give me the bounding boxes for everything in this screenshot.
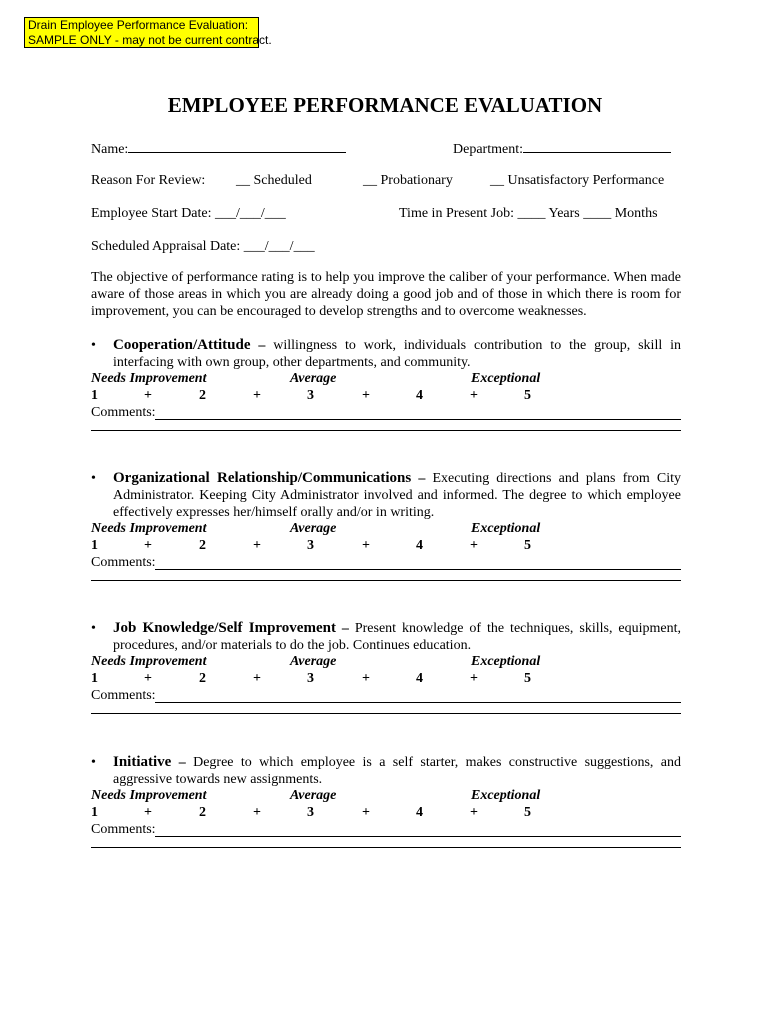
- rating-3[interactable]: 3: [307, 388, 314, 403]
- criterion-description: Present knowledge of the techniques, skills, equipment, procedures, and/or materials to do the job. Continues education.: [113, 621, 681, 653]
- criterion-description: Executing directions and plans from City Administrator. Keeping City Administrator involved and informed. The degree to which employee effectively expresses her/himself orally and/or in writing.: [113, 471, 682, 520]
- comments-line[interactable]: [155, 569, 681, 570]
- exceptional-label: Exceptional: [471, 521, 541, 536]
- time-in-job-field: [399, 205, 658, 222]
- rating-1[interactable]: 1: [91, 805, 98, 820]
- needs-improvement-label: Needs Improvement: [91, 371, 207, 386]
- comments-field[interactable]: [91, 688, 681, 705]
- needs-improvement-label: Needs Improvement: [91, 654, 207, 669]
- comments-label: Comments:: [91, 688, 156, 703]
- name-label: Name:: [91, 142, 129, 157]
- start-date-value[interactable]: ___/___/___: [215, 206, 286, 221]
- rating-3[interactable]: 3: [307, 538, 314, 553]
- average-label: Average: [290, 371, 337, 386]
- appraisal-date-field: [91, 238, 315, 255]
- start-date-field: [91, 205, 286, 222]
- rating-plus[interactable]: +: [253, 671, 261, 686]
- criterion-section: [91, 470, 681, 589]
- comments-field[interactable]: [91, 405, 681, 422]
- criterion-name: Job Knowledge/Self Improvement: [113, 620, 336, 636]
- rating-plus[interactable]: +: [470, 388, 478, 403]
- rating-plus[interactable]: +: [362, 388, 370, 403]
- rating-5[interactable]: 5: [524, 388, 531, 403]
- rating-plus[interactable]: +: [470, 538, 478, 553]
- average-label: Average: [290, 788, 337, 803]
- rating-2[interactable]: 2: [199, 671, 206, 686]
- bullet-icon: •: [91, 338, 96, 353]
- rating-scale: [91, 388, 681, 405]
- criterion-name: Cooperation/Attitude: [113, 337, 251, 353]
- reason-option-probationary[interactable]: __ Probationary: [363, 173, 453, 188]
- rating-plus[interactable]: +: [362, 671, 370, 686]
- rating-5[interactable]: 5: [524, 805, 531, 820]
- exceptional-label: Exceptional: [471, 654, 541, 669]
- time-in-job-label: Time in Present Job:: [399, 206, 514, 221]
- rating-2[interactable]: 2: [199, 805, 206, 820]
- rating-4[interactable]: 4: [416, 805, 423, 820]
- comments-label: Comments:: [91, 555, 156, 570]
- average-label: Average: [290, 521, 337, 536]
- bullet-icon: •: [91, 471, 96, 486]
- rating-plus[interactable]: +: [253, 805, 261, 820]
- criterion-section: [91, 620, 681, 722]
- rating-plus[interactable]: +: [362, 538, 370, 553]
- appraisal-date-label: Scheduled Appraisal Date:: [91, 239, 241, 254]
- exceptional-label: Exceptional: [471, 371, 541, 386]
- scale-header: [91, 654, 681, 671]
- sample-notice-line1: Drain Employee Performance Evaluation:: [28, 18, 249, 32]
- reason-option-scheduled[interactable]: __ Scheduled: [236, 173, 312, 188]
- comments-line-2[interactable]: [91, 422, 681, 439]
- comments-label: Comments:: [91, 405, 156, 420]
- rating-scale: [91, 538, 681, 555]
- rating-plus[interactable]: +: [144, 388, 152, 403]
- criterion-name: Organizational Relationship/Communications: [113, 470, 412, 486]
- average-label: Average: [290, 654, 337, 669]
- needs-improvement-label: Needs Improvement: [91, 788, 207, 803]
- department-label: Department:: [453, 142, 523, 157]
- rating-plus[interactable]: +: [253, 388, 261, 403]
- comments-label: Comments:: [91, 822, 156, 837]
- rating-1[interactable]: 1: [91, 671, 98, 686]
- rating-2[interactable]: 2: [199, 388, 206, 403]
- comments-line[interactable]: [155, 419, 681, 420]
- rating-5[interactable]: 5: [524, 538, 531, 553]
- appraisal-date-value[interactable]: ___/___/___: [243, 239, 315, 254]
- reason-label: Reason For Review:: [91, 173, 206, 188]
- criterion-name: Initiative: [113, 754, 172, 770]
- rating-plus[interactable]: +: [144, 538, 152, 553]
- criterion-description: willingness to work, individuals contribution to the group, skill in interfacing with own group, other departments, and community.: [113, 338, 682, 370]
- rating-plus[interactable]: +: [362, 805, 370, 820]
- criterion-section: [91, 337, 681, 439]
- rating-4[interactable]: 4: [416, 671, 423, 686]
- rating-scale: [91, 805, 681, 822]
- criterion-description: Degree to which employee is a self starter, makes constructive suggestions, and aggressive towards new assignments.: [113, 755, 682, 787]
- sample-notice-line2: SAMPLE ONLY - may not be current contract.: [28, 32, 272, 47]
- bullet-icon: •: [91, 755, 96, 770]
- needs-improvement-label: Needs Improvement: [91, 521, 207, 536]
- sample-notice: [24, 17, 272, 48]
- criterion-section: [91, 754, 681, 856]
- exceptional-label: Exceptional: [471, 788, 541, 803]
- comments-line-2[interactable]: [91, 572, 681, 589]
- rating-2[interactable]: 2: [199, 538, 206, 553]
- time-in-job-value[interactable]: ____ Years ____ Months: [517, 206, 658, 221]
- rating-5[interactable]: 5: [524, 671, 531, 686]
- comments-line[interactable]: [155, 702, 681, 703]
- criterion-description-block: • Job Knowledge/Self Improvement – Present knowledge of the techniques, skills, equipment, procedures, and/or materials to do the job. Continues education.: [91, 620, 681, 653]
- rating-4[interactable]: 4: [416, 388, 423, 403]
- comments-line-2[interactable]: [91, 705, 681, 722]
- name-input-line[interactable]: [128, 139, 346, 153]
- department-field: [453, 139, 671, 158]
- criterion-description-block: • Organizational Relationship/Communications – Executing directions and plans from City Administrator. Keeping City Administrator involved and informed. The degree to which employee effectively expresses her/himself orally and/or in writing.: [91, 470, 682, 520]
- rating-1[interactable]: 1: [91, 388, 98, 403]
- rating-plus[interactable]: +: [253, 538, 261, 553]
- criterion-description-block: • Cooperation/Attitude – willingness to work, individuals contribution to the group, skill in interfacing with own group, other departments, and community.: [91, 337, 682, 370]
- comments-line-2[interactable]: [91, 839, 681, 856]
- comments-line[interactable]: [155, 836, 681, 837]
- rating-1[interactable]: 1: [91, 538, 98, 553]
- page-title: EMPLOYEE PERFORMANCE EVALUATION: [167, 93, 603, 117]
- comments-field[interactable]: [91, 555, 681, 572]
- department-input-line[interactable]: [523, 139, 671, 153]
- rating-plus[interactable]: +: [144, 671, 152, 686]
- bullet-icon: •: [91, 621, 96, 636]
- start-date-label: Employee Start Date:: [91, 206, 212, 221]
- comments-field[interactable]: [91, 822, 681, 839]
- rating-plus[interactable]: +: [144, 805, 152, 820]
- reason-option-unsatisfactory[interactable]: __ Unsatisfactory Performance: [490, 173, 665, 188]
- scale-header: [91, 371, 681, 388]
- criterion-description-block: • Initiative – Degree to which employee is a self starter, makes constructive suggestions, and aggressive towards new assignments.: [91, 754, 682, 787]
- rating-plus[interactable]: +: [470, 805, 478, 820]
- scale-header: [91, 788, 681, 805]
- rating-3[interactable]: 3: [307, 671, 314, 686]
- rating-scale: [91, 671, 681, 688]
- name-field: [91, 139, 346, 158]
- rating-4[interactable]: 4: [416, 538, 423, 553]
- rating-plus[interactable]: +: [470, 671, 478, 686]
- intro-paragraph: The objective of performance rating is to help you improve the caliber of your performance. When made aware of those areas in which you are already doing a good job and of those in which there is room for improvement, you can be encouraged to develop strengths and to overcome weaknesses.: [91, 270, 681, 319]
- scale-header: [91, 521, 681, 538]
- rating-3[interactable]: 3: [307, 805, 314, 820]
